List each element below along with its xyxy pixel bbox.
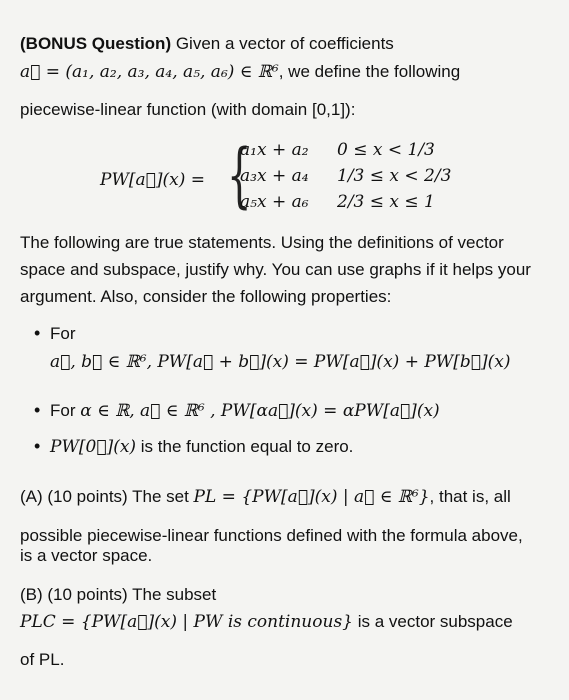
bullet-1-math: a⃗, b⃗ ∈ ℝ⁶, PW[a⃗ + b⃗](x) = PW[a⃗](x) + PW[b⃗](x)	[50, 352, 511, 372]
case-function: a₁x + a₂	[240, 140, 309, 160]
case-condition: 2/3 ≤ x ≤ 1	[337, 192, 435, 212]
bullet-dot: •	[34, 323, 41, 343]
part-a-line-2: possible piecewise-linear functions defined with the formula above,	[20, 526, 523, 545]
bullet-2	[50, 401, 440, 421]
intro-line-1	[20, 34, 394, 54]
part-b-set: PLC = {PW[a⃗](x) | PW is continuous}	[20, 612, 353, 632]
part-a-set: PL = {PW[a⃗](x) | a⃗ ∈ ℝ⁶}	[193, 487, 430, 507]
intro-text-2: , we define the following	[278, 62, 461, 81]
part-b-line-3: of PL.	[20, 650, 65, 669]
part-a-label: (A) (10 points) The set	[20, 487, 194, 506]
part-b-rest: is a vector subspace	[352, 612, 513, 631]
case-condition: 0 ≤ x < 1/3	[337, 140, 435, 160]
bullet-3-math: PW[0⃗](x)	[50, 437, 137, 457]
bullet-2-math: α ∈ ℝ, a⃗ ∈ ℝ⁶ , PW[αa⃗](x) = αPW[a⃗](x)	[80, 401, 440, 421]
bonus-label: (BONUS Question)	[20, 34, 172, 53]
case-function: a₃x + a₄	[240, 166, 309, 186]
part-a-rest: , that is, all	[429, 487, 511, 506]
part-b-line-1: (B) (10 points) The subset	[20, 585, 217, 604]
bullet-dot: •	[34, 400, 41, 420]
case-row-3	[240, 192, 451, 218]
case-row-1	[240, 140, 451, 166]
case-function: a₅x + a₆	[240, 192, 309, 212]
case-row-2	[240, 166, 451, 192]
bullet-1-for: For	[50, 324, 76, 343]
bullet-3-text: is the function equal to zero.	[136, 437, 354, 456]
vector-definition: a⃗ = (a₁, a₂, a₃, a₄, a₅, a₆) ∈ ℝ⁶	[20, 62, 279, 82]
bullet-3	[50, 437, 353, 457]
bullet-2-text: For	[50, 401, 81, 420]
intro-text-1: Given a vector of coefficients	[171, 34, 394, 53]
para-line-2: space and subspace, justify why. You can use graphs if it helps your	[20, 260, 531, 279]
piecewise-lhs: PW[a⃗](x) =	[100, 170, 206, 190]
intro-line-3: piecewise-linear function (with domain [0,1]):	[20, 100, 356, 119]
case-condition: 1/3 ≤ x < 2/3	[337, 166, 452, 186]
part-b-line-2	[20, 612, 513, 632]
intro-line-2	[20, 62, 460, 82]
para-line-3: argument. Also, consider the following properties:	[20, 287, 392, 306]
piecewise-cases	[240, 140, 451, 218]
para-line-1: The following are true statements. Using the definitions of vector	[20, 233, 504, 252]
bullet-dot: •	[34, 436, 41, 456]
part-a-line-3: is a vector space.	[20, 546, 153, 565]
part-a-line-1	[20, 487, 511, 507]
left-brace: {	[227, 134, 252, 216]
